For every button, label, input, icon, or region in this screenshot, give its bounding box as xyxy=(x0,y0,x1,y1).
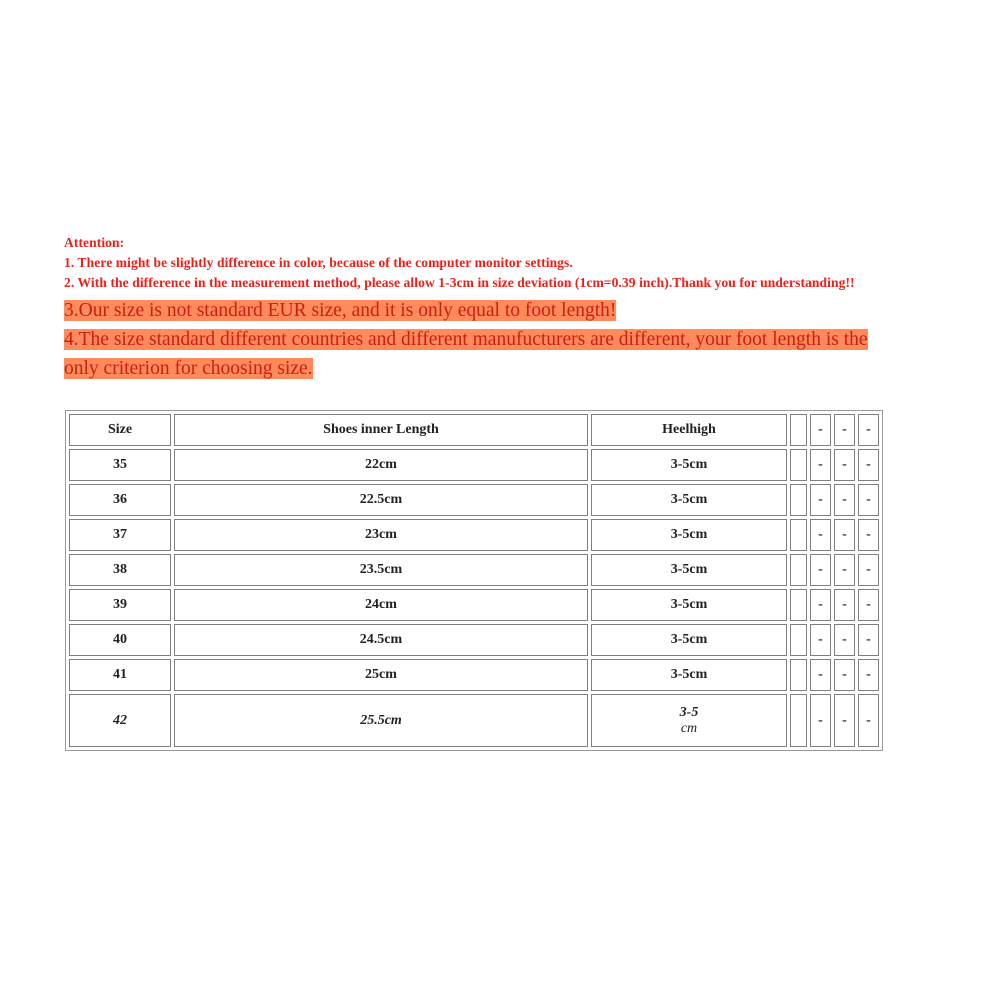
size-chart-table xyxy=(65,410,883,751)
cell-dash: - xyxy=(858,659,879,691)
cell-size: 41 xyxy=(69,659,171,691)
cell-heelhigh: 3-5cm xyxy=(591,589,787,621)
header-dash: - xyxy=(834,414,855,446)
cell-dash: - xyxy=(834,519,855,551)
attention-notes xyxy=(64,233,964,383)
cell-dash: - xyxy=(834,589,855,621)
cell-dash: - xyxy=(834,554,855,586)
cell-dash: - xyxy=(858,589,879,621)
highlighted-notes xyxy=(64,296,964,383)
cell-size: 35 xyxy=(69,449,171,481)
cell-heelhigh: 3-5cm xyxy=(591,624,787,656)
cell-size: 36 xyxy=(69,484,171,516)
table-row xyxy=(69,694,879,747)
header-size: Size xyxy=(69,414,171,446)
table-row xyxy=(69,519,879,551)
cell-inner-length: 22.5cm xyxy=(174,484,588,516)
cell-size: 39 xyxy=(69,589,171,621)
cell-dash: - xyxy=(834,624,855,656)
cell-dash: - xyxy=(834,449,855,481)
cell-dash: - xyxy=(810,449,831,481)
cell-inner-length: 24cm xyxy=(174,589,588,621)
cell-size: 42 xyxy=(69,694,171,747)
cell-dash: - xyxy=(834,694,855,747)
cell-size: 40 xyxy=(69,624,171,656)
note-line-4a: 4.The size standard different countries and different manufucturers are different, your foot length is the xyxy=(64,329,868,350)
cell-inner-length: 23.5cm xyxy=(174,554,588,586)
note-line-2: 2. With the difference in the measurement method, please allow 1-3cm in size deviation (1cm=0.39 inch).Thank you for understanding!! xyxy=(64,275,855,290)
cell-inner-length: 25.5cm xyxy=(174,694,588,747)
header-dash: - xyxy=(810,414,831,446)
cell-heelhigh-line-2: cm xyxy=(680,720,698,736)
cell-dash: - xyxy=(810,554,831,586)
note-line-3: 3.Our size is not standard EUR size, and it is only equal to foot length! xyxy=(64,300,617,321)
cell-heelhigh: 3-5cm xyxy=(591,519,787,551)
cell-heelhigh xyxy=(591,694,787,747)
cell-dash: - xyxy=(858,519,879,551)
cell-heelhigh: 3-5cm xyxy=(591,449,787,481)
cell-dash: - xyxy=(858,554,879,586)
attention-heading: Attention: xyxy=(64,235,125,250)
cell-size: 38 xyxy=(69,554,171,586)
cell-dash: - xyxy=(858,484,879,516)
cell-dash: - xyxy=(810,484,831,516)
cell-heelhigh: 3-5cm xyxy=(591,484,787,516)
table-row xyxy=(69,659,879,691)
cell-dash: - xyxy=(834,659,855,691)
cell-dash: - xyxy=(810,624,831,656)
cell-dash: - xyxy=(858,449,879,481)
cell-blank xyxy=(790,519,807,551)
table-row xyxy=(69,589,879,621)
cell-heelhigh: 3-5cm xyxy=(591,659,787,691)
cell-blank xyxy=(790,484,807,516)
cell-blank xyxy=(790,589,807,621)
header-heelhigh: Heelhigh xyxy=(591,414,787,446)
table-header-row xyxy=(69,414,879,446)
header-blank xyxy=(790,414,807,446)
cell-dash: - xyxy=(810,694,831,747)
table-row xyxy=(69,449,879,481)
header-dash: - xyxy=(858,414,879,446)
cell-blank xyxy=(790,624,807,656)
note-line-4b: only criterion for choosing size. xyxy=(64,358,313,379)
cell-blank xyxy=(790,449,807,481)
cell-dash: - xyxy=(810,589,831,621)
table-row xyxy=(69,554,879,586)
note-line-1: 1. There might be slightly difference in color, because of the computer monitor settings. xyxy=(64,255,573,270)
header-inner-length: Shoes inner Length xyxy=(174,414,588,446)
cell-blank xyxy=(790,694,807,747)
cell-blank xyxy=(790,659,807,691)
cell-heelhigh-line-1: 3-5 xyxy=(679,704,699,720)
cell-dash: - xyxy=(810,659,831,691)
cell-dash: - xyxy=(858,694,879,747)
cell-dash: - xyxy=(858,624,879,656)
cell-inner-length: 25cm xyxy=(174,659,588,691)
table-row xyxy=(69,624,879,656)
cell-blank xyxy=(790,554,807,586)
cell-size: 37 xyxy=(69,519,171,551)
cell-inner-length: 24.5cm xyxy=(174,624,588,656)
table-row xyxy=(69,484,879,516)
cell-inner-length: 22cm xyxy=(174,449,588,481)
cell-heelhigh: 3-5cm xyxy=(591,554,787,586)
cell-inner-length: 23cm xyxy=(174,519,588,551)
cell-dash: - xyxy=(810,519,831,551)
cell-dash: - xyxy=(834,484,855,516)
